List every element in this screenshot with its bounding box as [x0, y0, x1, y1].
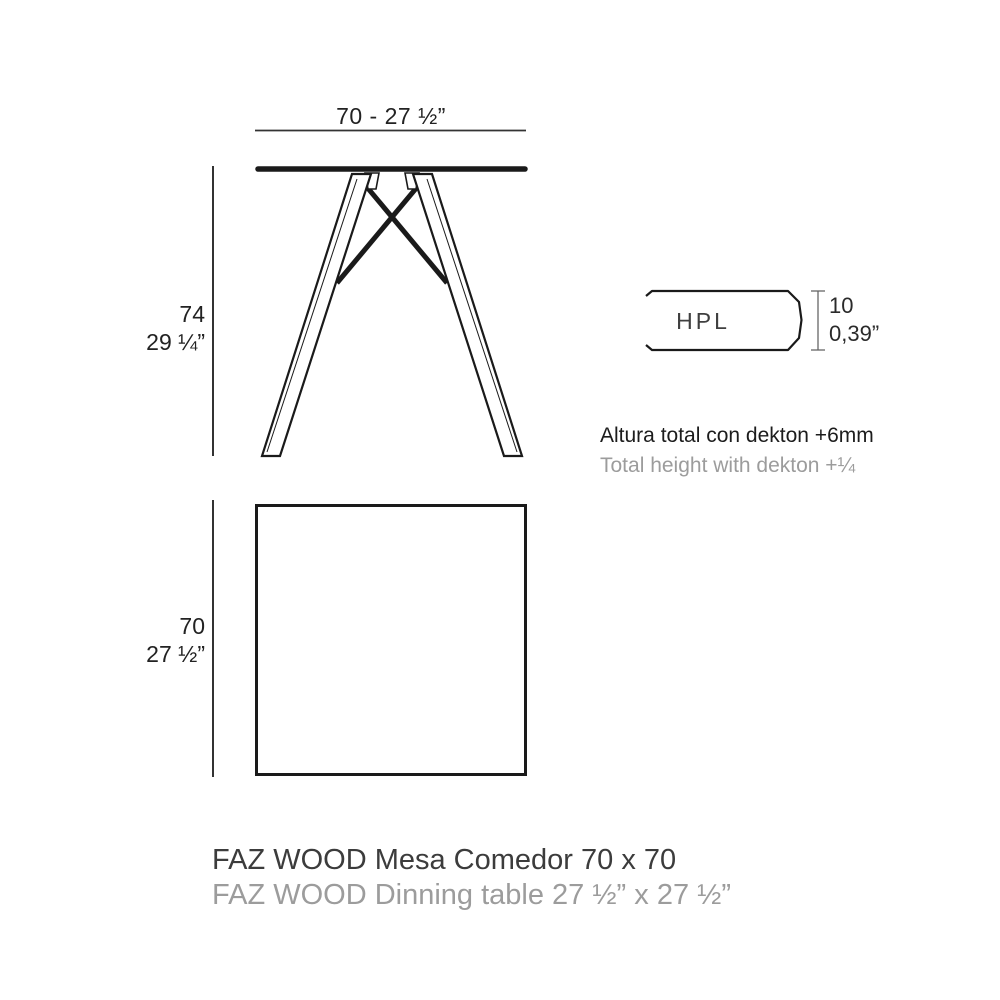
product-title-en: FAZ WOOD Dinning table 27 ½” x 27 ½”	[212, 879, 731, 911]
dekton-note-es: Altura total con dekton +6mm	[600, 424, 874, 447]
top-view-square	[257, 506, 526, 775]
side-height-imperial: 29 ¼”	[146, 329, 205, 355]
product-title-es: FAZ WOOD Mesa Comedor 70 x 70	[212, 844, 677, 876]
left-leg	[262, 174, 371, 456]
thickness-dimension	[811, 291, 825, 350]
right-leg	[413, 174, 522, 456]
side-height-label	[50, 300, 205, 356]
topview-width-label	[50, 612, 205, 668]
product-titles	[212, 843, 731, 913]
side-height-metric: 74	[179, 301, 205, 327]
top-width-label: 70 - 27 ½”	[336, 103, 446, 129]
thickness-metric: 10	[829, 293, 854, 318]
dekton-note-en: Total height with dekton +¼	[600, 454, 856, 477]
dekton-note	[600, 421, 874, 481]
topview-width-imperial: 27 ½”	[146, 641, 205, 667]
thickness-label	[829, 292, 879, 348]
leg-brackets	[365, 173, 419, 189]
topview-width-metric: 70	[179, 613, 205, 639]
thickness-imperial: 0,39”	[829, 321, 880, 346]
material-label: HPL	[676, 308, 730, 334]
